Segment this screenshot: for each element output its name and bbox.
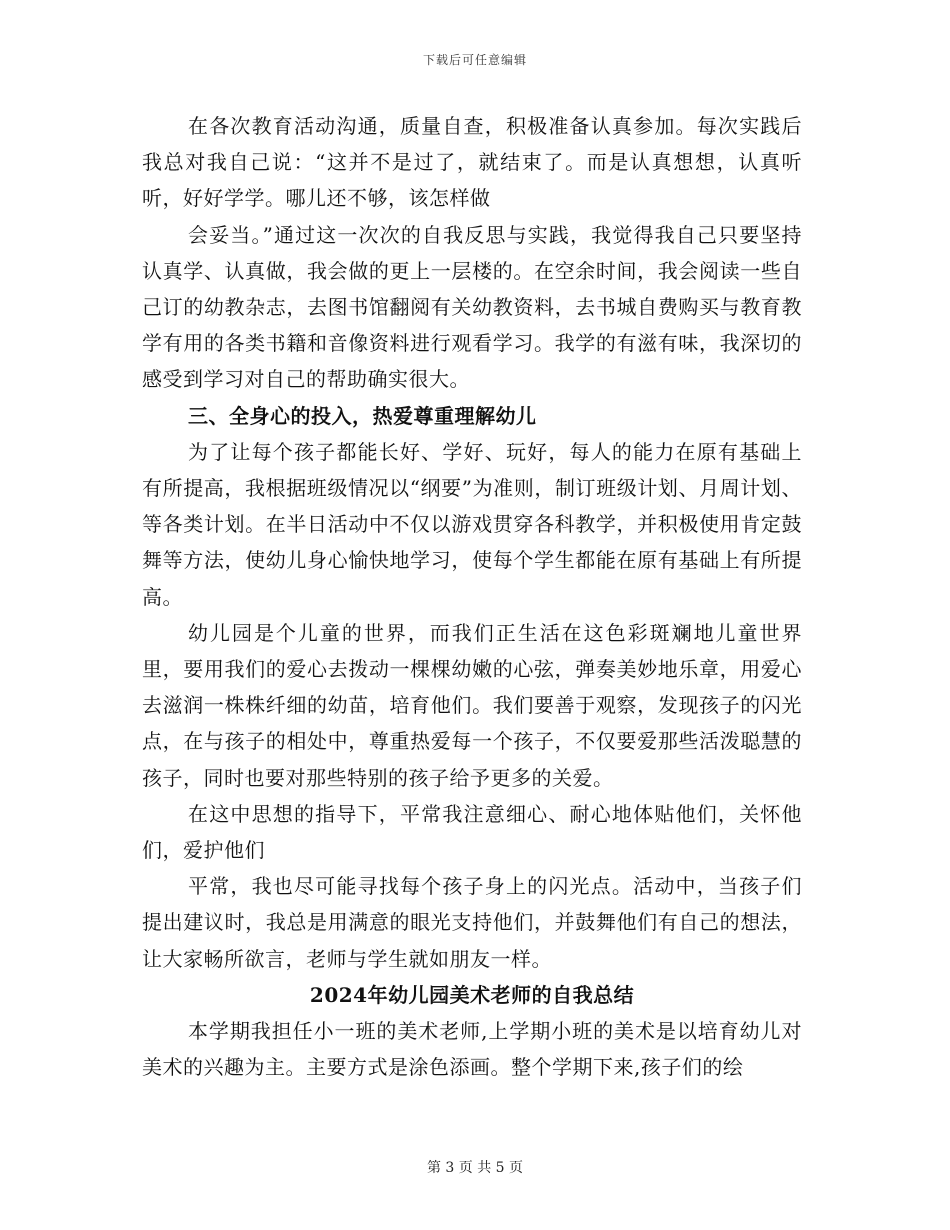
section-title: 2024年幼儿园美术老师的自我总结 [309, 982, 635, 1007]
paragraph-1: 在各次教育活动沟通，质量自查，积极准备认真参加。每次实践后我总对我自己说：“这并不是过了，就结束了。而是认真想想，认真听听，好好学学。哪儿还不够，该怎样做 [142, 114, 802, 211]
section-heading-3: 三、全身心的投入，热爱尊重理解幼儿 [188, 403, 537, 428]
paragraph-5: 在这中思想的指导下，平常我注意细心、耐心地体贴他们，关怀他们，爱护他们 [142, 801, 802, 863]
paragraph-6: 平常，我也尽可能寻找每个孩子身上的闪光点。活动中，当孩子们提出建议时，我总是用满意的眼光支持他们，并鼓舞他们有自己的想法，让大家畅所欲言，老师与学生就如朋友一样。 [142, 874, 802, 971]
paragraph-7: 本学期我担任小一班的美术老师,上学期小班的美术是以培育幼儿对美术的兴趣为主。主要方式是涂色添画。整个学期下来,孩子们的绘 [142, 1019, 802, 1080]
paragraph-2: 会妥当。”通过这一次次的自我反思与实践，我觉得我自己只要坚持认真学、认真做，我会做的更上一层楼的。在空余时间，我会阅读一些自己订的幼教杂志，去图书馆翻阅有关幼教资料，去书城自费购买与教育教学有用的各类书籍和音像资料进行观看学习。我学的有滋有味，我深切的感受到学习对自己的帮助确实很大。 [142, 222, 802, 392]
paragraph-3: 为了让每个孩子都能长好、学好、玩好，每人的能力在原有基础上有所提高，我根据班级情况以“纲要”为准则，制订班级计划、月周计划、等各类计划。在半日活动中不仅以游戏贯穿各科教学，并积极使用肯定鼓舞等方法，使幼儿身心愉快地学习，使每个学生都能在原有基础上有所提高。 [142, 439, 802, 609]
page-header: 下载后可任意编辑 [422, 53, 527, 67]
page-footer: 第 3 页 共 5 页 [426, 1160, 524, 1176]
paragraph-4: 幼儿园是个儿童的世界，而我们正生活在这色彩斑斓地儿童世界里，要用我们的爱心去拨动一棵棵幼嫩的心弦，弹奏美妙地乐章，用爱心去滋润一株株纤细的幼苗，培育他们。我们要善于观察，发现孩子的闪光点，在与孩子的相处中，尊重热爱每一个孩子，不仅要爱那些活泼聪慧的孩子，同时也要对那些特别的孩子给予更多的关爱。 [142, 620, 802, 790]
document-body [142, 108, 802, 1085]
